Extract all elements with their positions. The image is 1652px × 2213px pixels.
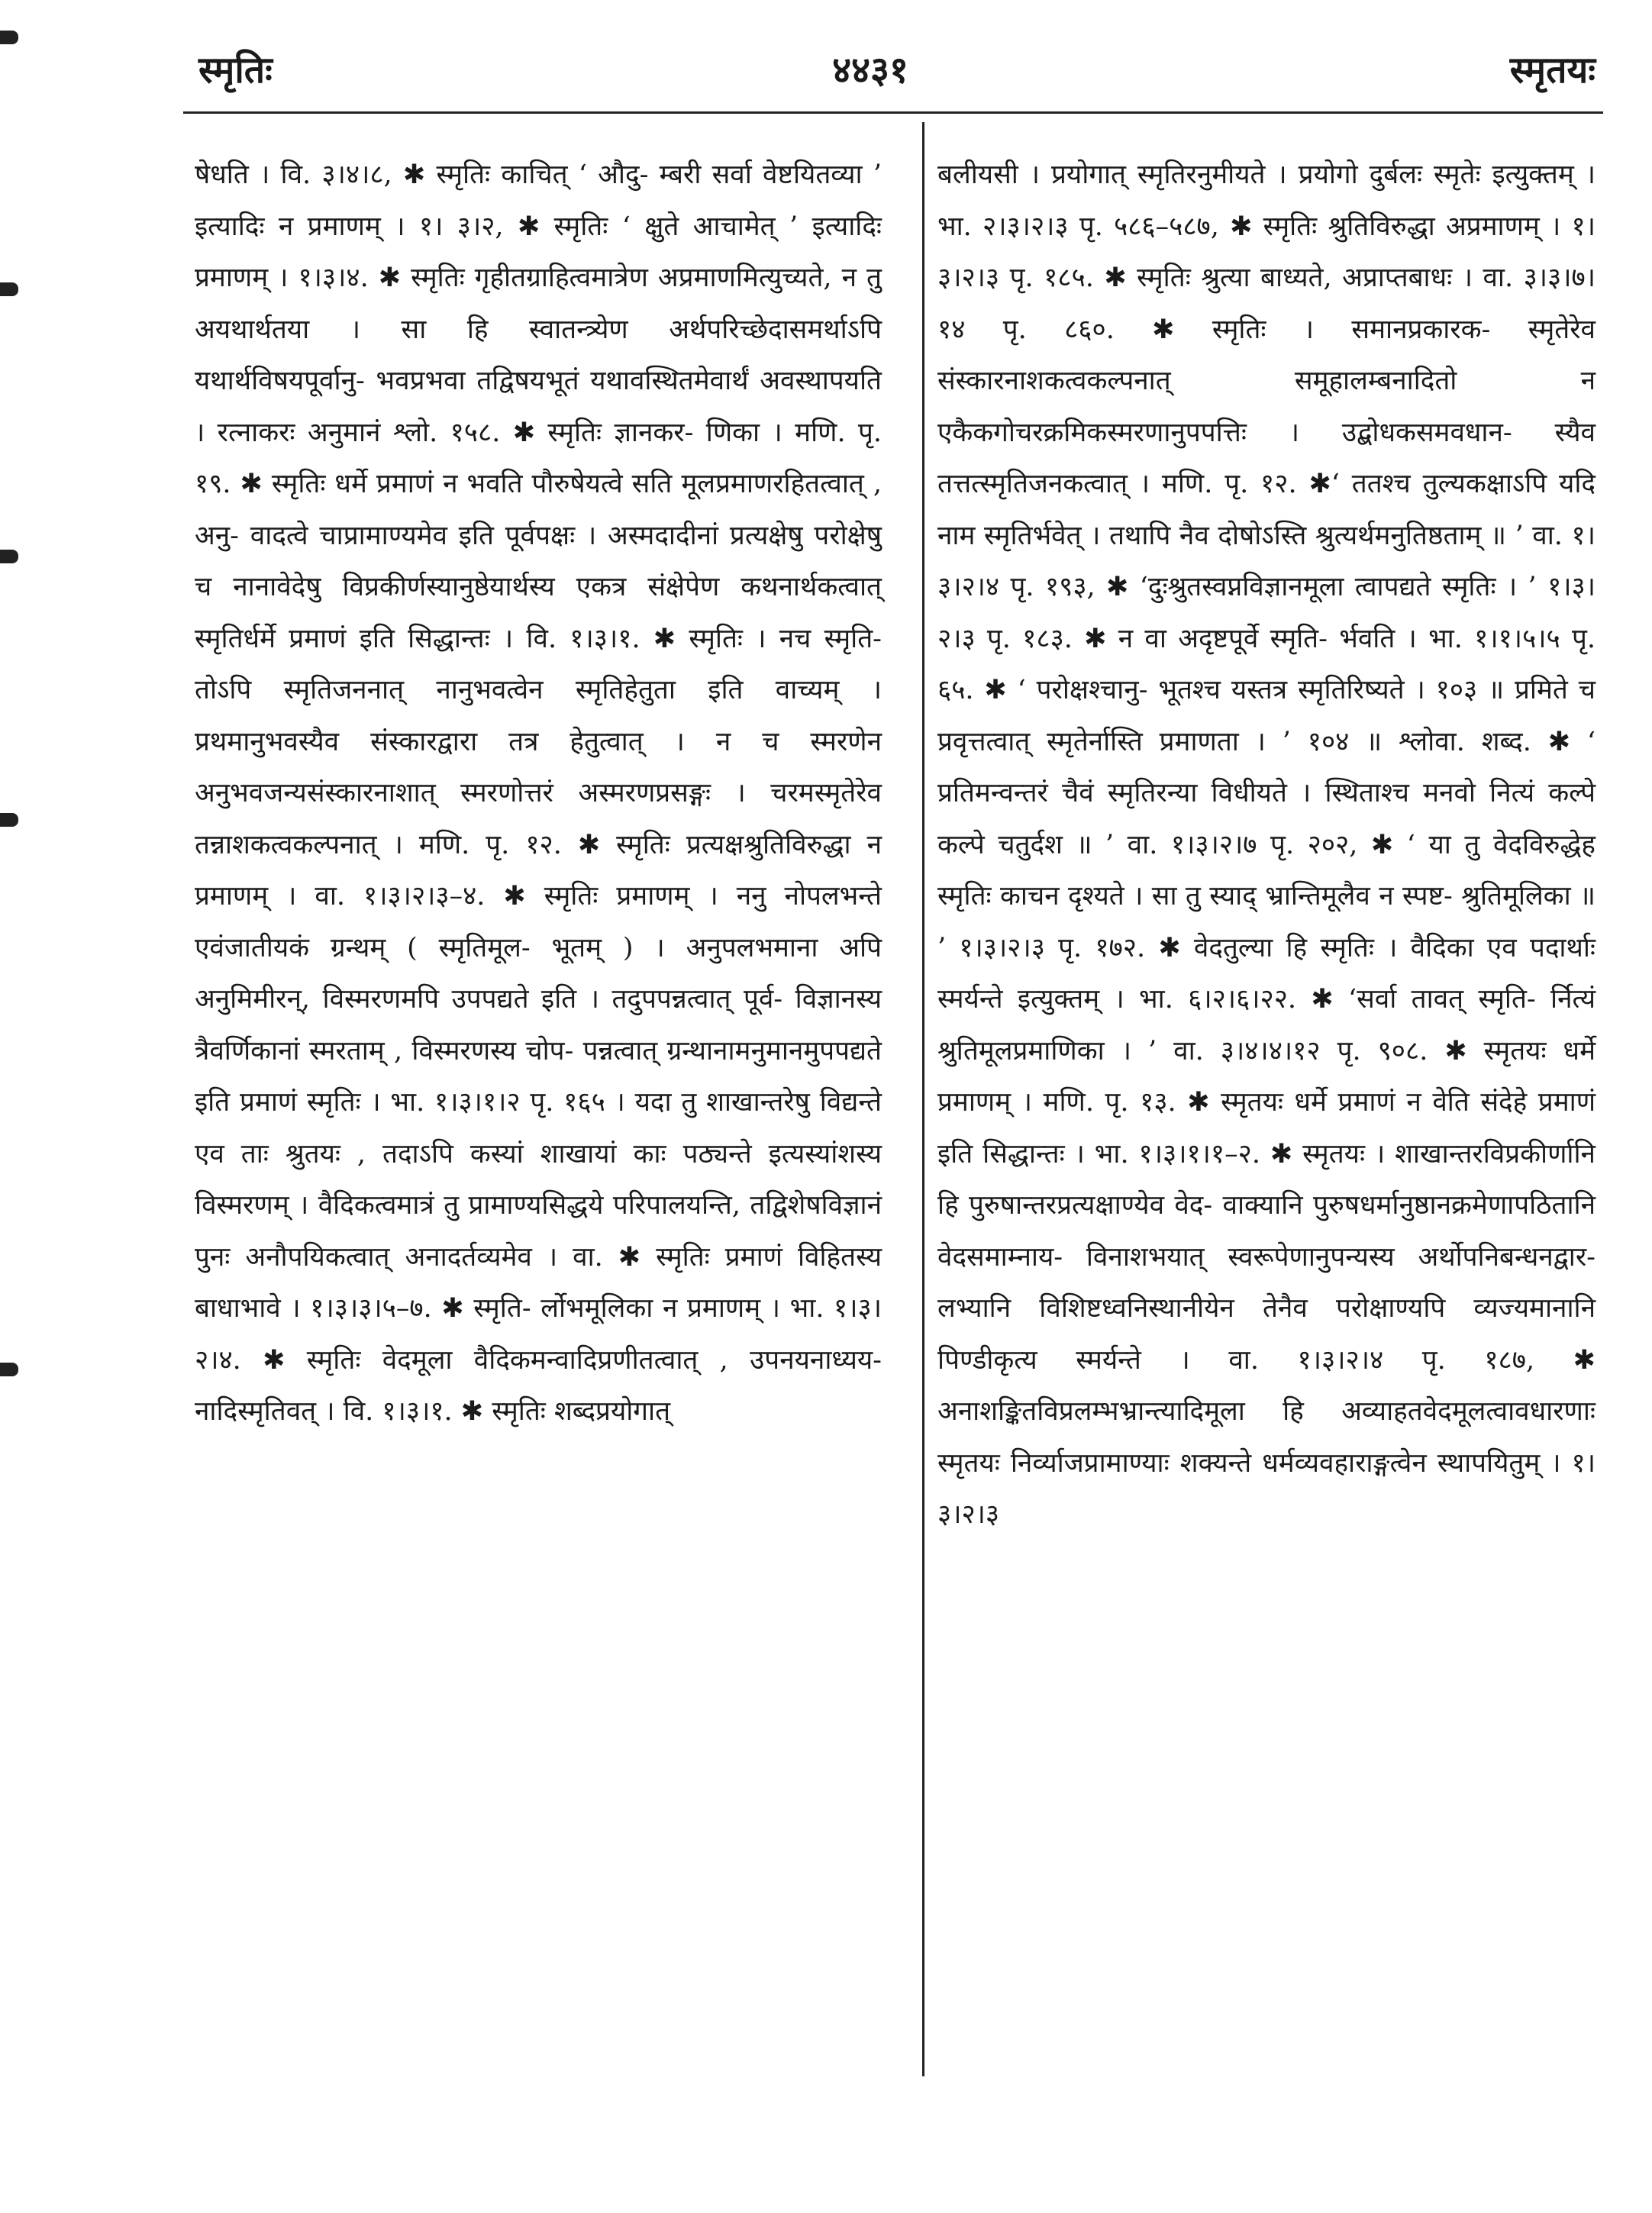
- page-header: [145, 40, 1596, 101]
- right-column-text: बलीयसी । प्रयोगात् स्मृतिरनुमीयते । प्रयोगो दुर्बलः स्मृतेः इत्युक्तम् । भा. २।३।२।३ पृ. ५८६–५८७, ✱ स्मृतिः श्रुतिविरुद्धा अप्रमाणम् । १।३।२।३ पृ. १८५. ✱ स्मृतिः श्रुत्या बाध्यते, अप्राप्तबाधः । वा. ३।३।७।१४ पृ. ८६०. ✱ स्मृतिः । समानप्रकारक- स्मृतेरेव संस्कारनाशकत्वकल्पनात् समूहालम्बनादितो न एकैकगोचरक्रमिकस्मरणानुपपत्तिः । उद्बोधकसमवधान- स्यैव तत्तत्स्मृतिजनकत्वात् । मणि. पृ. १२. ✱‘ ततश्च तुल्यकक्षाऽपि यदि नाम स्मृतिर्भवेत् । तथापि नैव दोषोऽस्ति श्रुत्यर्थमनुतिष्ठताम् ॥ ’ वा. १।३।२।४ पृ. १९३, ✱ ‘दुःश्रुतस्वप्नविज्ञानमूला त्वापद्यते स्मृतिः । ’ १।३।२।३ पृ. १८३. ✱ न वा अदृष्टपूर्वे स्मृति- र्भवति । भा. १।१।५।५ पृ. ६५. ✱ ‘ परोक्षश्चानु- भूतश्च यस्तत्र स्मृतिरिष्यते । १०३ ॥ प्रमिते च प्रवृत्तत्वात् स्मृतेर्नास्ति प्रमाणता । ’ १०४ ॥ श्लोवा. शब्द. ✱ ‘ प्रतिमन्वन्तरं चैवं स्मृतिरन्या विधीयते । स्थिताश्च मनवो नित्यं कल्पे कल्पे चतुर्दश ॥ ’ वा. १।३।२।७ पृ. २०२, ✱ ‘ या तु वेदविरुद्धेह स्मृतिः काचन दृश्यते । सा तु स्याद् भ्रान्तिमूलैव न स्पष्ट- श्रुतिमूलिका ॥ ’ १।३।२।३ पृ. १७२. ✱ वेदतुल्या हि स्मृतिः । वैदिका एव पदार्थाः स्मर्यन्ते इत्युक्तम् । भा. ६।२।६।२२. ✱ ‘सर्वा तावत् स्मृति- र्नित्यं श्रुतिमूलप्रमाणिका । ’ वा. ३।४।४।१२ पृ. ९०८. ✱ स्मृतयः धर्मे प्रमाणम् । मणि. पृ. १३. ✱ स्मृतयः धर्मे प्रमाणं न वेति संदेहे प्रमाणं इति सिद्धान्तः । भा. १।३।१।१–२. ✱ स्मृतयः । शाखान्तरविप्रकीर्णानि हि पुरुषान्तरप्रत्यक्षाण्येव वेद- वाक्यानि पुरुषधर्मानुष्ठानक्रमेणापठितानि वेदसमाम्नाय- विनाशभयात् स्वरूपेणानुपन्यस्य अर्थोपनिबन्धनद्वार- लभ्यानि विशिष्टध्वनिस्थानीयेन तेनैव परोक्षाण्यपि व्यज्यमानानि पिण्डीकृत्य स्मर्यन्ते । वा. १।३।२।४ पृ. १८७, ✱ अनाशङ्कितविप्रलम्भभ्रान्त्यादिमूला हि अव्याहतवेदमूलत्वावधारणाः स्मृतयः निर्व्याजप्रामाण्याः शक्यन्ते धर्मव्यवहाराङ्गत्वेन स्थापयितुम् । १।३।२।३: [937, 160, 1596, 1530]
- left-column: [195, 150, 882, 1438]
- scan-artifact: [0, 1363, 18, 1376]
- header-rule: [183, 111, 1603, 114]
- column-divider: [922, 122, 924, 2076]
- scan-artifact: [0, 31, 18, 44]
- scan-artifact: [0, 550, 18, 563]
- page-number: ४४३१: [832, 49, 908, 92]
- scan-artifact: [0, 282, 18, 296]
- left-column-text: षेधति । वि. ३।४।८, ✱ स्मृतिः काचित् ‘ औदु- म्बरी सर्वा वेष्टयितव्या ’ इत्यादिः न प्रमाणम् । १। ३।२, ✱ स्मृतिः ‘ क्षुते आचामेत् ’ इत्यादिः प्रमाणम् । १।३।४. ✱ स्मृतिः गृहीतग्राहित्वमात्रेण अप्रमाणमित्युच्यते, न तु अयथार्थतया । सा हि स्वातन्त्र्येण अर्थपरिच्छेदासमर्थाऽपि यथार्थविषयपूर्वानु- भवप्रभवा तद्विषयभूतं यथावस्थितमेवार्थं अवस्थापयति । रत्नाकरः अनुमानं श्लो. १५८. ✱ स्मृतिः ज्ञानकर- णिका । मणि. पृ. १९. ✱ स्मृतिः धर्मे प्रमाणं न भवति पौरुषेयत्वे सति मूलप्रमाणरहितत्वात् , अनु- वादत्वे चाप्रामाण्यमेव इति पूर्वपक्षः । अस्मदादीनां प्रत्यक्षेषु परोक्षेषु च नानावेदेषु विप्रकीर्णस्यानुष्ठेयार्थस्य एकत्र संक्षेपेण कथनार्थकत्वात् स्मृतिर्धर्मे प्रमाणं इति सिद्धान्तः । वि. १।३।१. ✱ स्मृतिः । नच स्मृति- तोऽपि स्मृतिजननात् नानुभवत्वेन स्मृतिहेतुता इति वाच्यम् । प्रथमानुभवस्यैव संस्कारद्वारा तत्र हेतुत्वात् । न च स्मरणेन अनुभवजन्यसंस्कारनाशात् स्मरणोत्तरं अस्मरणप्रसङ्गः । चरमस्मृतेरेव तन्नाशकत्वकल्पनात् । मणि. पृ. १२. ✱ स्मृतिः प्रत्यक्षश्रुतिविरुद्धा न प्रमाणम् । वा. १।३।२।३–४. ✱ स्मृतिः प्रमाणम् । ननु नोपलभन्ते एवंजातीयकं ग्रन्थम् ( स्मृतिमूल- भूतम् ) । अनुपलभमाना अपि अनुमिमीरन्, विस्मरणमपि उपपद्यते इति । तदुपपन्नत्वात् पूर्व- विज्ञानस्य त्रैवर्णिकानां स्मरताम् , विस्मरणस्य चोप- पन्नत्वात् ग्रन्थानामनुमानमुपपद्यते इति प्रमाणं स्मृतिः । भा. १।३।१।२ पृ. १६५ । यदा तु शाखान्तरेषु विद्यन्ते एव ताः श्रुतयः , तदाऽपि कस्यां शाखायां काः पठ्यन्ते इत्यस्यांशस्य विस्मरणम् । वैदिकत्वमात्रं तु प्रामाण्यसिद्धये परिपालयन्ति, तद्विशेषविज्ञानं पुनः अनौपयिकत्वात् अनादर्तव्यमेव । वा. ✱ स्मृतिः प्रमाणं विहितस्य बाधाभावे । १।३।३।५–७. ✱ स्मृति- र्लोभमूलिका न प्रमाणम् । भा. १।३।२।४. ✱ स्मृतिः वेदमूला वैदिकमन्वादिप्रणीतत्वात् , उपनयनाध्यय- नादिस्मृतिवत् । वि. १।३।१. ✱ स्मृतिः शब्दप्रयोगात्: [195, 160, 882, 1427]
- running-head-right: स्मृतयः: [1509, 49, 1596, 92]
- scan-artifact: [0, 813, 18, 827]
- right-column: [937, 150, 1596, 1541]
- running-head-left: स्मृतिः: [198, 49, 273, 92]
